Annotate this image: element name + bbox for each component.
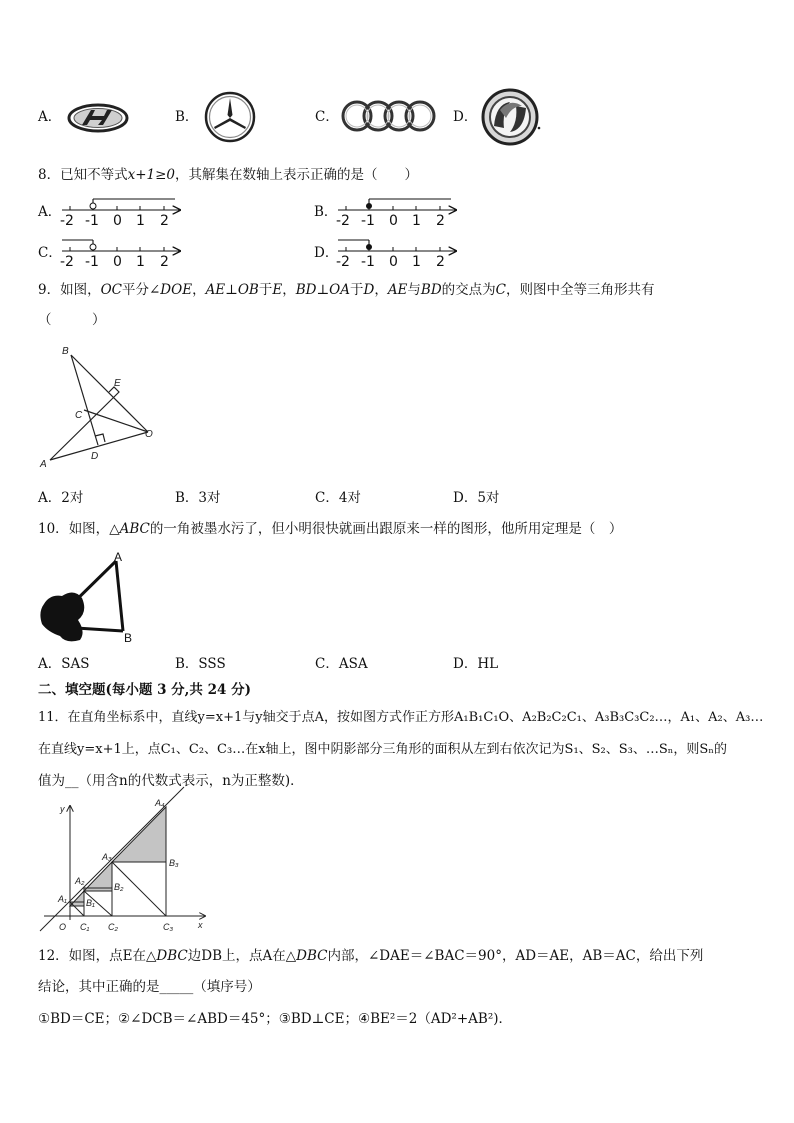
q7-option-c-label: C． (315, 109, 339, 125)
point-label-c2: C₂ (108, 922, 118, 932)
q10-math: △ABC (109, 521, 150, 537)
q9-text: ， (282, 282, 296, 298)
tick-label: 0 (113, 213, 122, 229)
q10-option-d: D．HL (453, 656, 499, 672)
point-label-c: C (75, 410, 83, 421)
q12-line-2: 结论，其中正确的是_____（填序号） (38, 979, 261, 995)
q10-text: 的一角被墨水污了，但小明很快就画出跟原来一样的图形，他所用定理是（ ） (149, 521, 623, 537)
tick-label: 0 (389, 213, 398, 229)
q9-text: 与 (407, 282, 421, 298)
point-label-b1: B₁ (86, 898, 95, 908)
q9-math: ∠DOE (149, 282, 193, 298)
q12-math: △DBC (146, 948, 188, 964)
q11-line-1: 11．在直角坐标系中，直线y=x+1与y轴交于点A，按如图方式作正方形A₁B₁C₁O、A₂B₂C₂C₁、A₃B₃C₃C₂…，A₁、A₂、A₃… (38, 710, 764, 725)
point-label-b: B (62, 346, 69, 357)
tick-label: -2 (60, 254, 74, 270)
point-label-c1: C₁ (80, 922, 90, 932)
q9-number: 9． (38, 282, 61, 298)
q9-math: AE⊥OB (205, 282, 259, 298)
q10-option-c: C．ASA (315, 656, 368, 672)
q9-math: BD⊥OA (295, 282, 350, 298)
point-label-a2: A₂ (75, 876, 85, 886)
tick-label: 2 (160, 254, 169, 270)
q9-text: ， (374, 282, 388, 298)
tick-label: 1 (412, 213, 421, 229)
q9-option-d: D．5对 (453, 490, 500, 506)
q9-text: 如图， (60, 282, 101, 298)
axis-label-y: y (60, 804, 65, 814)
q8-option-a-label: A． (38, 204, 62, 220)
q9-math: AE (387, 282, 408, 298)
q12-math: △DBC (285, 948, 328, 964)
q10-text: 如图， (68, 521, 110, 537)
q9-text: 于 (349, 282, 364, 298)
tick-label: 2 (436, 213, 445, 229)
tick-label: -1 (361, 254, 375, 270)
q7-option-d-label: D． (453, 109, 478, 125)
point-label-b3: B₃ (169, 858, 179, 868)
point-label-b: B (124, 631, 133, 645)
point-label-c3: C₃ (163, 922, 174, 932)
q8-text-b: ，其解集在数轴上表示正确的是（ ） (175, 167, 419, 183)
point-label-b2: B₂ (114, 882, 124, 892)
tick-label: -2 (336, 254, 350, 270)
q12-text: 12．如图，点E在 (38, 948, 147, 964)
q8-expression: x+1≥0 (127, 167, 176, 183)
tick-label: 1 (136, 213, 145, 229)
q9-text: 于 (258, 282, 273, 298)
q8-option-d-label: D． (314, 245, 339, 261)
q9-option-a: A．2对 (38, 490, 84, 506)
axis-label-x: x (198, 920, 203, 930)
q12-line-1 (38, 947, 703, 965)
q9-option-c: C．4对 (315, 490, 361, 506)
q10-option-b: B．SSS (175, 656, 226, 672)
q7-option-b-label: B． (175, 109, 199, 125)
q8-option-b-label: B． (314, 204, 338, 220)
q8-number: 8． (38, 167, 61, 183)
point-label-e: E (114, 378, 121, 389)
tick-label: 0 (113, 254, 122, 270)
tick-label: 1 (136, 254, 145, 270)
q9-option-b: B．3对 (175, 490, 221, 506)
q8-text-a: 已知不等式 (60, 167, 128, 183)
q9-math: BD (420, 282, 442, 298)
point-label-a3: A₃ (102, 852, 112, 862)
q12-text: 内部，∠DAE＝∠BAC＝90°，AD＝AE，AB＝AC，给出下列 (327, 948, 704, 964)
q9-math: E (272, 282, 283, 298)
q9-text: ， (192, 282, 206, 298)
point-label-a: A (40, 459, 47, 470)
q9-math: OC (100, 282, 122, 298)
tick-label: -1 (85, 213, 99, 229)
tick-label: -1 (361, 213, 375, 229)
point-label-a: A (114, 550, 123, 564)
q11-line-2: 在直线y=x+1上，点C₁、C₂、C₃…在x轴上，图中阴影部分三角形的面积从左到右依次记为S₁、S₂、S₃、…Sₙ，则Sₙ的 (38, 742, 727, 757)
section-2-title: 二、填空题(每小题 3 分,共 24 分) (38, 682, 251, 698)
q12-line-3: ①BD＝CE；②∠DCB＝∠ABD＝45°；③BD⊥CE；④BE²＝2（AD²+AB²)． (38, 1011, 513, 1027)
q10-number: 10． (38, 521, 69, 537)
origin-label: O (59, 922, 67, 932)
q9-math: D (363, 282, 375, 298)
q9-text: ，则图中全等三角形共有 (506, 282, 655, 298)
tick-label: -2 (336, 213, 350, 229)
q9-math: C (495, 282, 507, 298)
tick-label: 0 (389, 254, 398, 270)
tick-label: 1 (412, 254, 421, 270)
tick-label: -1 (85, 254, 99, 270)
q8-option-c-label: C． (38, 245, 62, 261)
point-label-a1: A₁ (58, 894, 67, 904)
q9-answer-paren: （ ） (38, 312, 106, 328)
point-label-d: D (91, 451, 99, 462)
q9-text: 平分 (122, 282, 149, 298)
q9-text: 的交点为 (441, 282, 496, 298)
point-label-o: O (145, 429, 153, 440)
q12-text: 边DB上，点A在 (187, 948, 286, 964)
tick-label: 2 (436, 254, 445, 270)
tick-label: -2 (60, 213, 74, 229)
q7-option-a-label: A． (38, 109, 62, 125)
q11-line-3: 值为__（用含n的代数式表示，n为正整数)． (38, 773, 304, 789)
tick-label: 2 (160, 213, 169, 229)
q10-option-a: A．SAS (38, 656, 90, 672)
point-label-a4: A₄ (155, 798, 165, 808)
